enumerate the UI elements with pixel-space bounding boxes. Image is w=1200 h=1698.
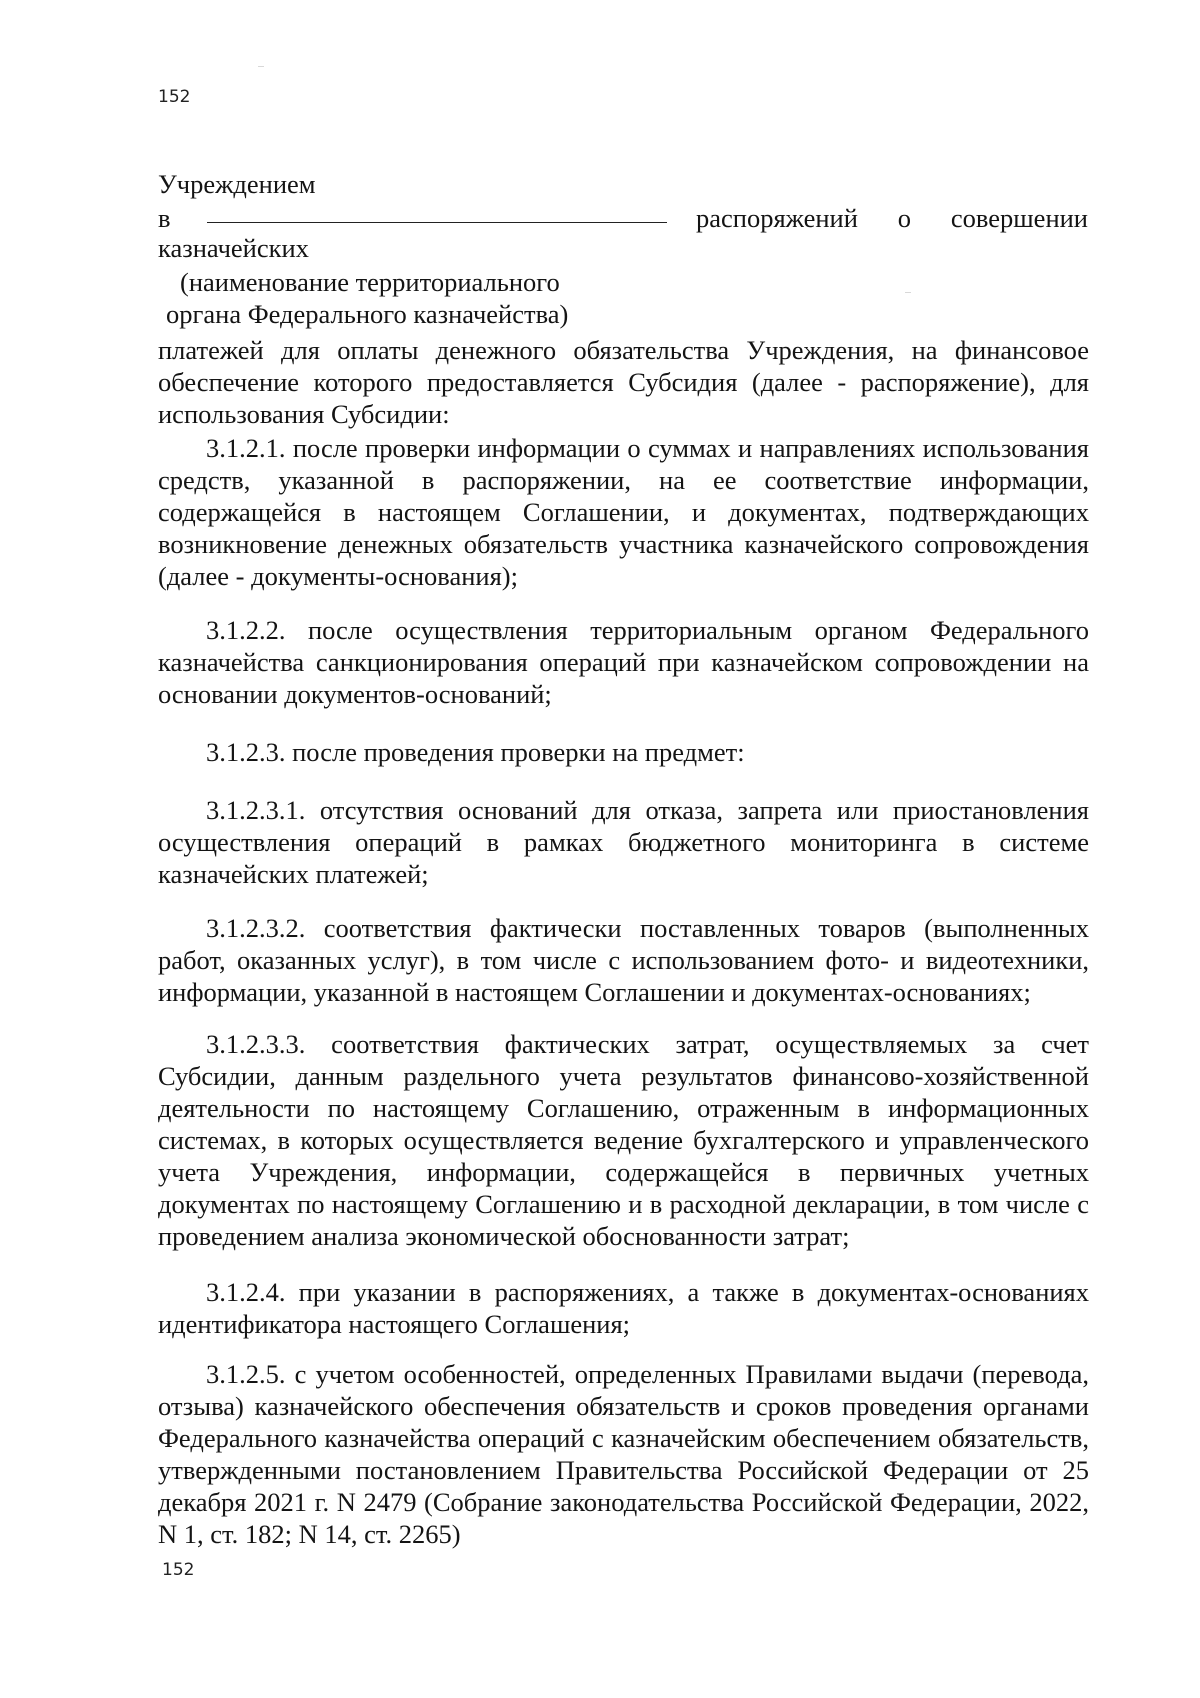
orders-text: распоряжений о совершении [696, 203, 1088, 233]
caption-line-1: (наименование территориального [180, 267, 560, 297]
scan-artifact [258, 66, 264, 67]
page-number-top: 152 [158, 87, 191, 107]
scan-artifact [905, 292, 911, 293]
blank-fill-line [207, 222, 667, 223]
caption-line-2: органа Федерального казначейства) [166, 299, 569, 329]
word-institution: Учреждением [158, 169, 316, 199]
paragraph-3-1-2-5: 3.1.2.5. с учетом особенностей, определенных Правилами выдачи (перевода, отзыва) казначейского обеспечения обязательств и сроков проведения органами Федерального казначейства операций с казначейским обеспечением обязательств, утвержденными постановлением Правительства Российской Федерации от 25 декабря 2021 г. N 2479 (Собрание законодательства Российской Федерации, 2022, N 1, ст. 182; N 14, ст. 2265) [158, 1359, 1089, 1549]
page-number-bottom: 152 [162, 1560, 195, 1580]
paragraph-3-1-2-2: 3.1.2.2. после осуществления территориальным органом Федерального казначейства санкционирования операций при казначейском сопровождении на основании документов-оснований; [158, 615, 1089, 709]
paragraph-3-1-2-3-2: 3.1.2.3.2. соответствия фактически поставленных товаров (выполненных работ, оказанных услуг), в том числе с использованием фото- и видеотехники, информации, указанной в настоящем Соглашении и документах-основаниях; [158, 913, 1089, 1007]
word-in: в [158, 203, 171, 233]
treasury-word: казначейских [158, 233, 309, 263]
paragraph-3-1-2-1: 3.1.2.1. после проверки информации о суммах и направлениях использования средств, указанной в распоряжении, на ее соответствие информации, содержащейся в настоящем Соглашении, и документах, подтверждающих возникновение денежных обязательств участника казначейского сопровождения (далее - документы-основания); [158, 433, 1089, 591]
paragraph-continuation: платежей для оплаты денежного обязательства Учреждения, на финансовое обеспечение которого предоставляется Субсидия (далее - распоряжение), для использования Субсидии: [158, 335, 1089, 429]
paragraph-3-1-2-3-3: 3.1.2.3.3. соответствия фактических затрат, осуществляемых за счет Субсидии, данным раздельного учета результатов финансово-хозяйственной деятельности по настоящему Соглашению, отраженным в информационных системах, в которых осуществляется ведение бухгалтерского и управленческого учета Учреждения, информации, содержащейся в первичных учетных документах по настоящему Соглашению и в расходной декларации, в том числе с проведением анализа экономической обоснованности затрат; [158, 1029, 1089, 1251]
paragraph-3-1-2-3-1: 3.1.2.3.1. отсутствия оснований для отказа, запрета или приостановления осуществления операций в рамках бюджетного мониторинга в системе казначейских платежей; [158, 795, 1089, 889]
paragraph-3-1-2-3: 3.1.2.3. после проведения проверки на предмет: [206, 737, 745, 767]
paragraph-3-1-2-4: 3.1.2.4. при указании в распоряжениях, а также в документах-основаниях идентификатора настоящего Соглашения; [158, 1277, 1089, 1339]
